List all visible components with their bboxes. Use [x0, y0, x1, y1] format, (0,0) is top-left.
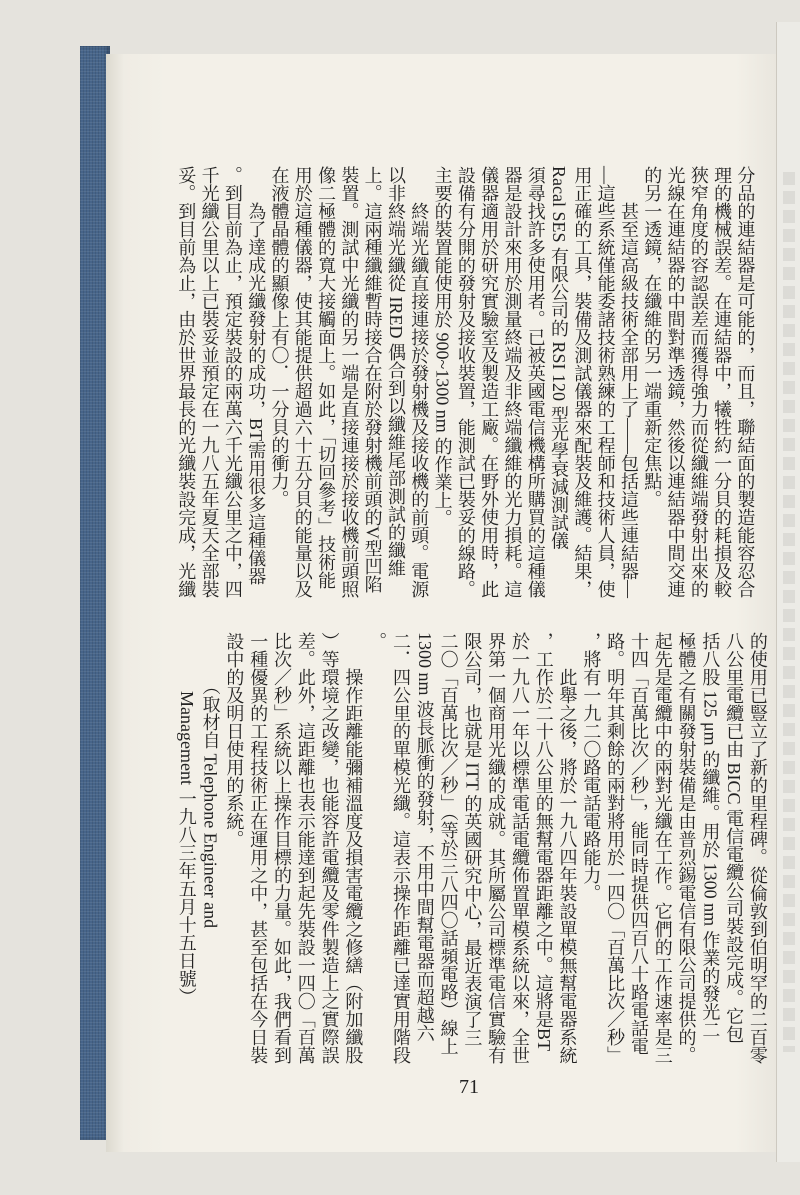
text-column: 。到目前為止，預定裝設的兩萬六千光纖公里之中，四: [222, 166, 243, 598]
facing-page-edge: [776, 22, 800, 1162]
upper-text-block: [174, 166, 756, 606]
text-column: 像二極體的寬大接觸面上。如此，「切回參考」技術能: [316, 166, 337, 589]
text-column: ，工作於二十八公里的無幫電器距離之中。這將是BT: [533, 632, 554, 1052]
text-column: 光線在連結器的中間對準透鏡，然後以連結器中間交連: [665, 166, 686, 598]
text-column: 限公司，也就是 ITT 的英國研究中心，最近表演了三: [462, 632, 483, 1047]
text-column: 須尋找許多使用者。已被英國電信機構所購買的這種儀: [525, 166, 546, 598]
paragraph-start-column: 操作距離能彌補溫度及損害電纜之修繕（附加纖股: [343, 668, 364, 1064]
text-column: 分品的連結器是可能的，而且，聯結面的製造能容忍合: [735, 166, 756, 598]
text-column: 一種優異的工程技術正在運用之中，甚至包括在今日裝: [248, 632, 269, 1064]
text-column: 。: [367, 632, 388, 650]
text-column: 妥。到目前為止，由於世界最長的光纖裝設完成，光纖: [176, 166, 197, 598]
page-number: 71: [459, 1076, 479, 1098]
text-column: 器是設計來用於測量終端及非終端纖維的光力損耗。這: [502, 166, 523, 598]
text-column: 八公里電纜已由 BICC 電信電纜公司裝設完成。它包: [724, 632, 745, 1044]
text-column: 狹窄角度的容認誤差而獲得強力而從纖維端發射出來的: [688, 166, 709, 598]
text-column: 以非終端光纖從 IRED 偶合到以纖維尾部測試的纖維: [385, 166, 406, 577]
paragraph-start-column: 甚至這高級技術全部用上了——包括這些連結器—: [618, 202, 639, 598]
text-column: ，將有一九二〇路電話電路能力。: [581, 632, 602, 902]
text-column: 比次／秒」系統以上操作目標的力量。如此，我們看到: [271, 632, 292, 1064]
text-column: 設備有分開的發射及接收裝置，能測試已裝妥的線路。: [455, 166, 476, 598]
text-column: 的使用已豎立了新的里程碑。從倫敦到伯明罕的二百零: [747, 632, 768, 1064]
text-column: 儀器適用於研究實驗室及製造工廠。在野外使用時，此: [479, 166, 500, 598]
text-column: 理的機械誤差。在連結器中，犧牲約一分貝的耗損及較: [712, 166, 733, 598]
paragraph-start-column: 此舉之後，將於一九八四年裝設單模無幫電器系統: [557, 668, 578, 1064]
text-column: 主要的裝置能使用於 900~1300 nm 的作業上。: [432, 166, 453, 528]
text-column: 設中的及明日使用的系統。: [224, 632, 245, 848]
lower-text-block: [174, 632, 769, 1072]
text-column: 二．四公里的單模光纖。這表示操作距離已達實用階段: [390, 632, 411, 1064]
text-column: 十四「百萬比次／秒」，能同時提供四百八十路電話電: [628, 632, 649, 1055]
text-column: 極體之有關發射裝備是由普烈錫電信有限公司提供的。: [676, 632, 697, 1064]
text-column: 括八股 125 μm 的纖維。用於 1300 nm 作業的發光二: [700, 632, 721, 1039]
source-credit-line: （取材自 Telephone Engineer and: [200, 677, 221, 929]
text-column: 的另一透鏡，在纖維的另一端重新定焦點。: [642, 166, 663, 508]
paragraph-start-column: 終端光纖直接連接於發射機及接收機的前頭。電源: [409, 202, 430, 598]
facing-page-bleed-through: [783, 172, 795, 1052]
text-column: 於一九八一年以標準電話電纜佈置單模系統以來，全世: [509, 632, 530, 1064]
text-column: 在液體晶體的顯像上有〇．一分貝的衝力。: [269, 166, 290, 508]
text-column: 界第一個商用光纖的成就。其所屬公司標準電信實驗有: [486, 632, 507, 1064]
text-column: 路。明年其剩餘的兩對將用於一四〇「百萬比次／秒」: [605, 632, 626, 1064]
paragraph-start-column: 為了達成光纖發射的成功，BT需用很多這種儀器: [246, 202, 267, 586]
text-column: 用正確的工具，裝備及測試儀器來配裝及維護。結果，: [572, 166, 593, 598]
text-column: 上。這兩種纖維暫時接合在附於發射機前頭的V型凹陷: [362, 166, 383, 593]
text-column: 用於這種儀器，使其能提供超過六十五分貝的能量以及: [292, 166, 313, 598]
text-column: —這些系統僅能委諸技術熟練的工程師和技術人員，使: [595, 166, 616, 598]
text-column: 千光纖公里以上已裝妥並預定在一九八五年夏天全部裝: [199, 166, 220, 598]
text-column: Racal SES 有限公司的 RSI 120 型光學衰減測試儀: [549, 166, 570, 550]
text-column: 1300 nm 波長脈衝的發射，不用中間幫電器而超越六: [414, 632, 435, 1043]
text-column: 起先是電纜中的兩對光纖在工作。它們的工作速率是三: [652, 632, 673, 1064]
text-column: 二〇「百萬比次／秒」（等於三八四〇話頻電路）線上: [438, 632, 459, 1055]
text-column: ）等環境之改變，也能容許電纜及零件製造上之實際誤: [319, 632, 340, 1064]
source-credit-line: Management 一九八三年五月十五日號）: [176, 691, 197, 1006]
text-column: 裝置。測試中光纖的另一端是直接連接於接收機前頭照: [339, 166, 360, 598]
text-column: 差。此外，這距離也表示能達到起先裝設一四〇「百萬: [295, 632, 316, 1064]
